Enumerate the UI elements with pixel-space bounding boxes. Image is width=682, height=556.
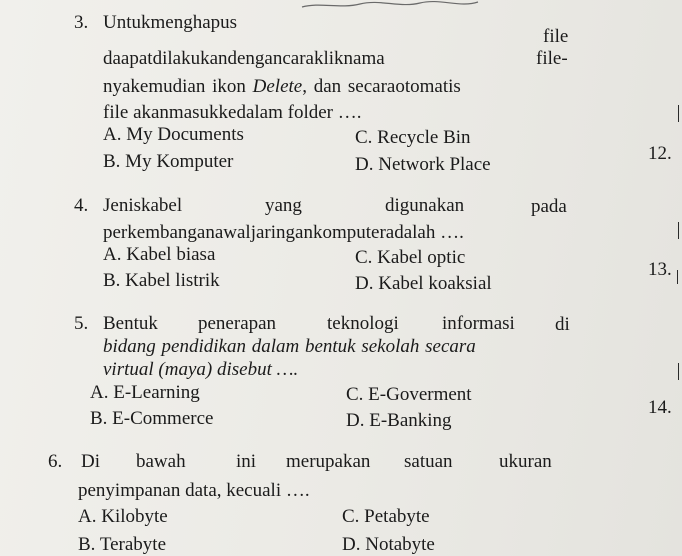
- question-number: 3.: [74, 12, 89, 33]
- option-a[interactable]: A. My Documents: [103, 124, 244, 145]
- option-d[interactable]: D. Network Place: [355, 154, 491, 175]
- question-text: bidang pendidikan dalam bentuk sekolah secara: [103, 336, 476, 357]
- option-c[interactable]: C. Petabyte: [342, 506, 430, 527]
- question-text: daapatdilakukandengancarakliknama: [103, 48, 385, 69]
- question-text: teknologi: [327, 313, 399, 334]
- question-text: Untukmenghapus: [103, 12, 238, 33]
- margin-question-number: 14.: [648, 397, 672, 418]
- option-b[interactable]: B. E-Commerce: [90, 408, 214, 429]
- option-a[interactable]: A. E-Learning: [90, 382, 200, 403]
- option-a[interactable]: A. Kabel biasa: [103, 244, 216, 265]
- question-text: file-: [536, 48, 568, 69]
- question-number: 5.: [74, 313, 89, 334]
- question-text: penyimpanan data, kecuali ….: [78, 480, 310, 501]
- question-text: ukuran: [499, 451, 552, 472]
- margin-question-number: 13.: [648, 259, 672, 280]
- question-text: di: [555, 314, 570, 335]
- question-text: satuan: [404, 451, 453, 472]
- question-number: 4.: [74, 195, 89, 216]
- question-text: file akanmasukkedalam folder ….: [103, 102, 362, 123]
- option-c[interactable]: C. E-Goverment: [346, 384, 472, 405]
- margin-text-fragment: [678, 222, 679, 239]
- question-text: file: [543, 26, 569, 47]
- margin-text-fragment: [678, 363, 679, 380]
- question-text: Jeniskabel: [103, 195, 183, 216]
- question-text: digunakan: [385, 195, 465, 216]
- margin-text-fragment: [672, 270, 678, 284]
- option-c[interactable]: C. Recycle Bin: [355, 127, 471, 148]
- question-text: merupakan: [286, 451, 371, 472]
- question-number: 6.: [48, 451, 63, 472]
- question-text: nyakemudian ikon Delete, dan secaraotomatis: [103, 76, 461, 97]
- handwriting-scribble: [300, 0, 480, 10]
- option-a[interactable]: A. Kilobyte: [78, 506, 168, 527]
- margin-text-fragment: [678, 105, 679, 122]
- question-text: yang: [265, 195, 302, 216]
- question-text: perkembanganawaljaringankomputeradalah ….: [103, 222, 464, 243]
- question-text: Di: [81, 451, 100, 472]
- question-text: Bentuk: [103, 313, 158, 334]
- question-text: ini: [236, 451, 257, 472]
- option-d[interactable]: D. E-Banking: [346, 410, 452, 431]
- option-b[interactable]: B. Terabyte: [78, 534, 167, 555]
- question-text: pada: [531, 196, 567, 217]
- option-b[interactable]: B. Kabel listrik: [103, 270, 220, 291]
- margin-question-number: 12.: [648, 143, 672, 164]
- question-text: bawah: [136, 451, 186, 472]
- question-text: virtual (maya) disebut ….: [103, 359, 299, 380]
- question-text: penerapan: [198, 313, 277, 334]
- option-d[interactable]: D. Kabel koaksial: [355, 273, 492, 294]
- question-text: informasi: [442, 313, 515, 334]
- option-c[interactable]: C. Kabel optic: [355, 247, 466, 268]
- option-d[interactable]: D. Notabyte: [342, 534, 435, 555]
- option-b[interactable]: B. My Komputer: [103, 151, 234, 172]
